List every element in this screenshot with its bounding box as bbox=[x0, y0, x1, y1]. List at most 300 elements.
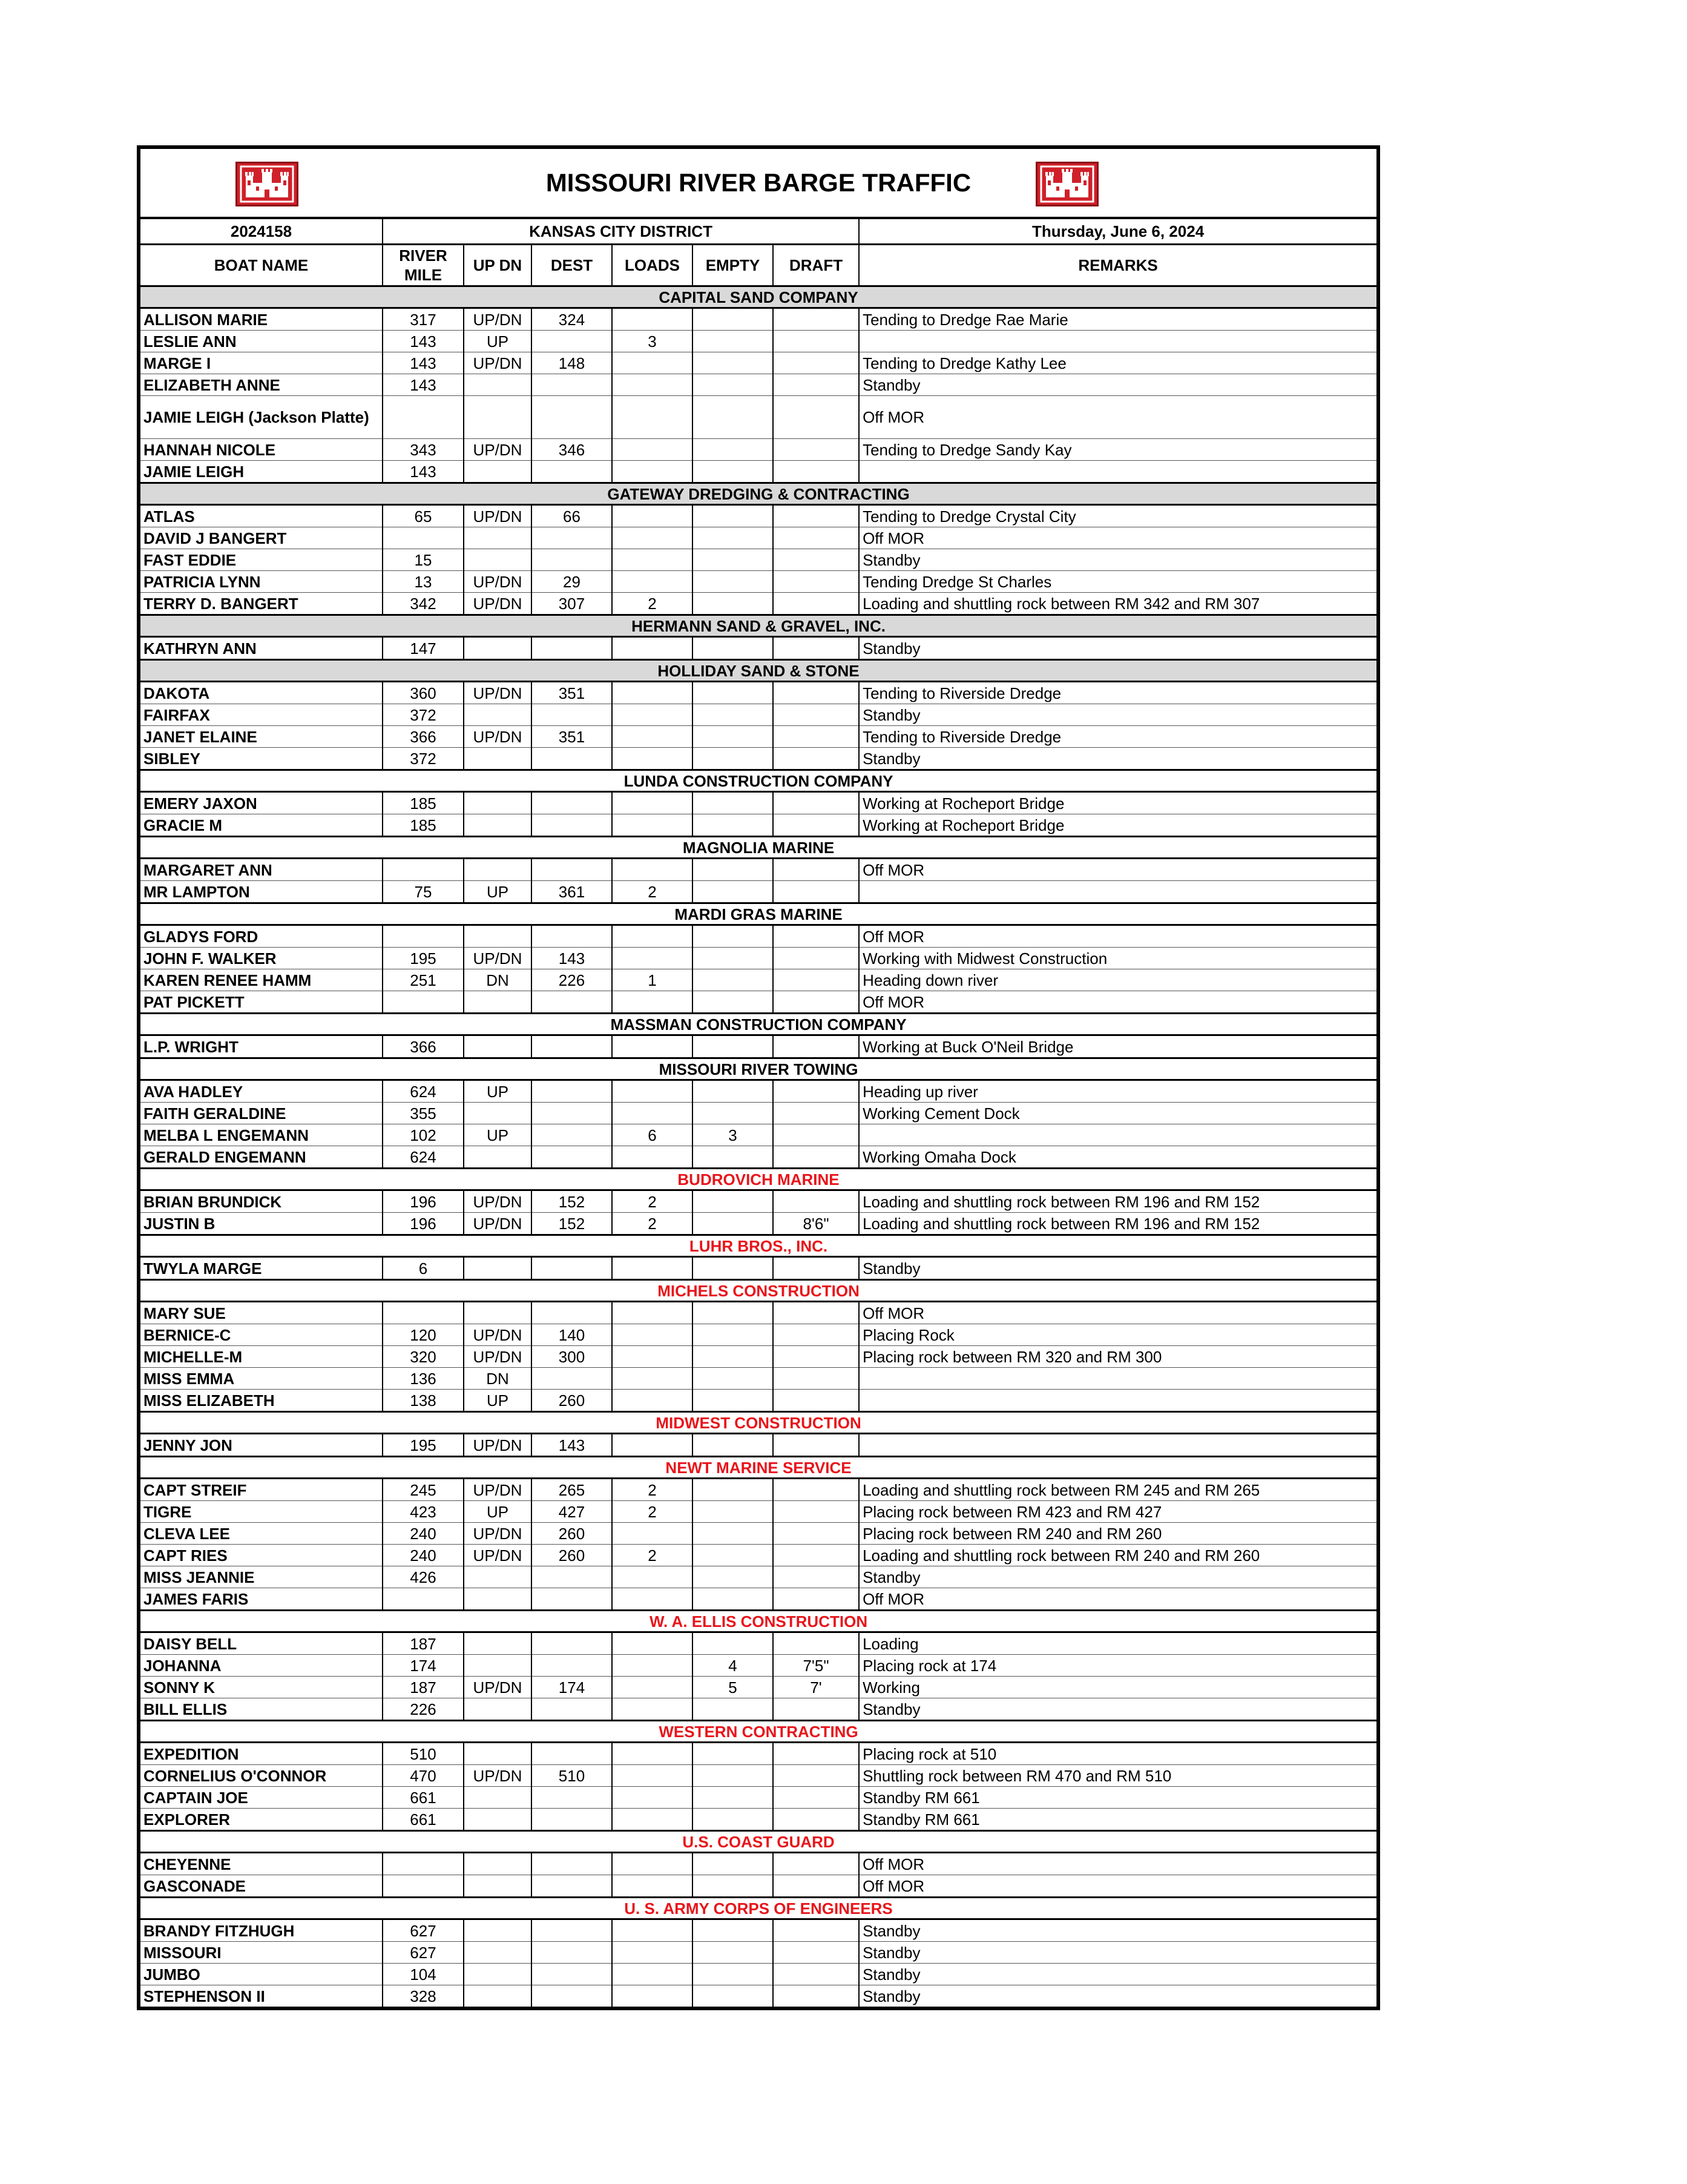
cell-empty bbox=[692, 1368, 773, 1390]
cell-up-dn bbox=[464, 814, 531, 837]
district-name: KANSAS CITY DISTRICT bbox=[383, 219, 859, 245]
company-section-header bbox=[140, 770, 1376, 792]
table-row bbox=[140, 549, 1376, 571]
cell-boat-name: BERNICE-C bbox=[140, 1324, 383, 1346]
cell-remarks: Standby bbox=[859, 1964, 1376, 1985]
cell-dest: 66 bbox=[531, 505, 612, 527]
cell-up-dn bbox=[464, 991, 531, 1014]
cell-draft bbox=[773, 991, 859, 1014]
cell-dest bbox=[531, 1919, 612, 1942]
cell-loads bbox=[612, 1080, 692, 1103]
cell-river-mile: 355 bbox=[383, 1103, 464, 1124]
cell-dest bbox=[531, 1853, 612, 1875]
cell-boat-name: JENNY JON bbox=[140, 1434, 383, 1457]
cell-river-mile: 226 bbox=[383, 1698, 464, 1721]
cell-river-mile: 366 bbox=[383, 1035, 464, 1058]
cell-draft bbox=[773, 1545, 859, 1566]
cell-empty bbox=[692, 1765, 773, 1787]
cell-boat-name: DAISY BELL bbox=[140, 1632, 383, 1655]
cell-draft bbox=[773, 1632, 859, 1655]
cell-river-mile: 426 bbox=[383, 1566, 464, 1588]
table-row bbox=[140, 1523, 1376, 1545]
cell-river-mile: 366 bbox=[383, 726, 464, 748]
cell-up-dn bbox=[464, 1103, 531, 1124]
cell-draft bbox=[773, 505, 859, 527]
cell-up-dn bbox=[464, 1919, 531, 1942]
cell-boat-name: JANET ELAINE bbox=[140, 726, 383, 748]
cell-up-dn: UP/DN bbox=[464, 1677, 531, 1698]
cell-empty bbox=[692, 1632, 773, 1655]
cell-empty bbox=[692, 593, 773, 615]
cell-empty bbox=[692, 1964, 773, 1985]
cell-up-dn: UP/DN bbox=[464, 352, 531, 374]
cell-up-dn: UP/DN bbox=[464, 593, 531, 615]
cell-draft bbox=[773, 1566, 859, 1588]
cell-draft bbox=[773, 396, 859, 439]
company-name: BUDROVICH MARINE bbox=[140, 1169, 1376, 1190]
table-row bbox=[140, 396, 1376, 439]
cell-boat-name: CAPT RIES bbox=[140, 1545, 383, 1566]
cell-draft bbox=[773, 1698, 859, 1721]
report-id: 2024158 bbox=[140, 219, 383, 245]
company-section-header bbox=[140, 615, 1376, 637]
cell-loads bbox=[612, 1146, 692, 1169]
cell-boat-name: STEPHENSON II bbox=[140, 1985, 383, 2009]
company-name: W. A. ELLIS CONSTRUCTION bbox=[140, 1611, 1376, 1632]
cell-draft bbox=[773, 1964, 859, 1985]
cell-dest bbox=[531, 814, 612, 837]
cell-loads bbox=[612, 461, 692, 483]
cell-draft bbox=[773, 571, 859, 593]
cell-loads bbox=[612, 1677, 692, 1698]
cell-river-mile: 104 bbox=[383, 1964, 464, 1985]
cell-up-dn bbox=[464, 704, 531, 726]
cell-river-mile bbox=[383, 925, 464, 948]
table-row bbox=[140, 1035, 1376, 1058]
report-date: Thursday, June 6, 2024 bbox=[859, 219, 1376, 245]
cell-empty bbox=[692, 1919, 773, 1942]
cell-dest: 351 bbox=[531, 682, 612, 704]
cell-remarks: Standby RM 661 bbox=[859, 1809, 1376, 1831]
cell-remarks bbox=[859, 881, 1376, 903]
cell-boat-name: SIBLEY bbox=[140, 748, 383, 770]
cell-empty: 3 bbox=[692, 1124, 773, 1146]
cell-remarks: Off MOR bbox=[859, 1875, 1376, 1898]
cell-river-mile: 196 bbox=[383, 1213, 464, 1235]
company-section-header bbox=[140, 1014, 1376, 1035]
table-row bbox=[140, 792, 1376, 814]
cell-remarks: Placing rock between RM 423 and RM 427 bbox=[859, 1501, 1376, 1523]
cell-draft bbox=[773, 1523, 859, 1545]
table-row bbox=[140, 505, 1376, 527]
cell-dest: 29 bbox=[531, 571, 612, 593]
cell-up-dn bbox=[464, 1257, 531, 1280]
cell-river-mile: 13 bbox=[383, 571, 464, 593]
cell-loads bbox=[612, 1588, 692, 1611]
cell-loads: 2 bbox=[612, 1190, 692, 1213]
cell-remarks: Tending to Riverside Dredge bbox=[859, 682, 1376, 704]
cell-empty bbox=[692, 1035, 773, 1058]
cell-dest bbox=[531, 1698, 612, 1721]
cell-loads bbox=[612, 792, 692, 814]
col-remarks: REMARKS bbox=[859, 245, 1376, 286]
cell-up-dn bbox=[464, 925, 531, 948]
cell-boat-name: MISS EMMA bbox=[140, 1368, 383, 1390]
cell-loads bbox=[612, 814, 692, 837]
cell-river-mile: 372 bbox=[383, 704, 464, 726]
cell-empty bbox=[692, 1324, 773, 1346]
cell-loads bbox=[612, 1523, 692, 1545]
cell-draft bbox=[773, 1302, 859, 1324]
table-row bbox=[140, 948, 1376, 969]
cell-remarks: Placing rock at 510 bbox=[859, 1743, 1376, 1765]
cell-loads bbox=[612, 991, 692, 1014]
cell-remarks: Placing rock between RM 240 and RM 260 bbox=[859, 1523, 1376, 1545]
table-row bbox=[140, 991, 1376, 1014]
table-row bbox=[140, 925, 1376, 948]
cell-dest bbox=[531, 549, 612, 571]
cell-river-mile: 15 bbox=[383, 549, 464, 571]
table-row bbox=[140, 1190, 1376, 1213]
cell-loads bbox=[612, 1103, 692, 1124]
cell-draft bbox=[773, 748, 859, 770]
cell-remarks: Shuttling rock between RM 470 and RM 510 bbox=[859, 1765, 1376, 1787]
cell-empty bbox=[692, 1190, 773, 1213]
company-name: HERMANN SAND & GRAVEL, INC. bbox=[140, 615, 1376, 637]
cell-up-dn: UP/DN bbox=[464, 571, 531, 593]
cell-draft bbox=[773, 1346, 859, 1368]
cell-river-mile: 360 bbox=[383, 682, 464, 704]
cell-remarks: Off MOR bbox=[859, 396, 1376, 439]
cell-up-dn bbox=[464, 461, 531, 483]
cell-draft bbox=[773, 859, 859, 881]
company-section-header bbox=[140, 660, 1376, 682]
cell-boat-name: L.P. WRIGHT bbox=[140, 1035, 383, 1058]
cell-boat-name: JOHANNA bbox=[140, 1655, 383, 1677]
company-name: U. S. ARMY CORPS OF ENGINEERS bbox=[140, 1898, 1376, 1919]
cell-boat-name: JAMIE LEIGH (Jackson Platte) bbox=[140, 396, 383, 439]
table-row bbox=[140, 1853, 1376, 1875]
cell-empty bbox=[692, 637, 773, 660]
cell-empty bbox=[692, 527, 773, 549]
cell-remarks: Off MOR bbox=[859, 1853, 1376, 1875]
table-row bbox=[140, 1566, 1376, 1588]
table-row bbox=[140, 1632, 1376, 1655]
cell-dest: 152 bbox=[531, 1213, 612, 1235]
cell-loads: 3 bbox=[612, 331, 692, 352]
column-header-row bbox=[140, 245, 1376, 286]
cell-up-dn bbox=[464, 1146, 531, 1169]
cell-remarks: Loading and shuttling rock between RM 342 and RM 307 bbox=[859, 593, 1376, 615]
cell-dest bbox=[531, 1655, 612, 1677]
cell-draft bbox=[773, 726, 859, 748]
corps-castle-icon bbox=[1036, 162, 1099, 206]
cell-boat-name: KAREN RENEE HAMM bbox=[140, 969, 383, 991]
cell-river-mile: 624 bbox=[383, 1080, 464, 1103]
col-loads: LOADS bbox=[612, 245, 692, 286]
cell-remarks: Working bbox=[859, 1677, 1376, 1698]
cell-draft bbox=[773, 1809, 859, 1831]
cell-draft bbox=[773, 682, 859, 704]
table-row bbox=[140, 637, 1376, 660]
cell-empty bbox=[692, 374, 773, 396]
table-row bbox=[140, 1390, 1376, 1412]
cell-boat-name: CORNELIUS O'CONNOR bbox=[140, 1765, 383, 1787]
cell-draft bbox=[773, 1765, 859, 1787]
cell-empty bbox=[692, 1213, 773, 1235]
company-name: MIDWEST CONSTRUCTION bbox=[140, 1412, 1376, 1434]
cell-up-dn bbox=[464, 1875, 531, 1898]
cell-loads: 2 bbox=[612, 1213, 692, 1235]
cell-boat-name: FAITH GERALDINE bbox=[140, 1103, 383, 1124]
cell-empty bbox=[692, 792, 773, 814]
cell-river-mile: 143 bbox=[383, 374, 464, 396]
cell-boat-name: MICHELLE-M bbox=[140, 1346, 383, 1368]
cell-draft bbox=[773, 331, 859, 352]
cell-empty bbox=[692, 308, 773, 331]
cell-loads bbox=[612, 505, 692, 527]
cell-draft bbox=[773, 308, 859, 331]
cell-loads bbox=[612, 1985, 692, 2009]
cell-river-mile: 510 bbox=[383, 1743, 464, 1765]
cell-draft bbox=[773, 593, 859, 615]
cell-river-mile: 342 bbox=[383, 593, 464, 615]
cell-river-mile bbox=[383, 991, 464, 1014]
cell-dest bbox=[531, 1124, 612, 1146]
cell-remarks: Heading up river bbox=[859, 1080, 1376, 1103]
cell-empty bbox=[692, 1346, 773, 1368]
cell-remarks: Tending to Dredge Sandy Kay bbox=[859, 439, 1376, 461]
cell-up-dn: UP bbox=[464, 881, 531, 903]
cell-boat-name: ATLAS bbox=[140, 505, 383, 527]
cell-dest bbox=[531, 1257, 612, 1280]
cell-boat-name: TIGRE bbox=[140, 1501, 383, 1523]
cell-empty bbox=[692, 682, 773, 704]
cell-empty bbox=[692, 439, 773, 461]
cell-remarks: Working at Rocheport Bridge bbox=[859, 792, 1376, 814]
cell-up-dn bbox=[464, 859, 531, 881]
cell-draft bbox=[773, 527, 859, 549]
cell-remarks: Tending to Riverside Dredge bbox=[859, 726, 1376, 748]
company-section-header bbox=[140, 1280, 1376, 1302]
cell-loads bbox=[612, 1765, 692, 1787]
cell-loads: 2 bbox=[612, 1479, 692, 1501]
cell-remarks: Loading and shuttling rock between RM 245 and RM 265 bbox=[859, 1479, 1376, 1501]
cell-loads bbox=[612, 1655, 692, 1677]
cell-up-dn: UP/DN bbox=[464, 726, 531, 748]
cell-loads bbox=[612, 1919, 692, 1942]
cell-dest: 226 bbox=[531, 969, 612, 991]
barge-traffic-report bbox=[137, 145, 1380, 2010]
company-section-header bbox=[140, 1169, 1376, 1190]
cell-river-mile: 320 bbox=[383, 1346, 464, 1368]
cell-boat-name: CHEYENNE bbox=[140, 1853, 383, 1875]
cell-river-mile: 174 bbox=[383, 1655, 464, 1677]
cell-river-mile: 143 bbox=[383, 331, 464, 352]
cell-empty bbox=[692, 1985, 773, 2009]
cell-up-dn bbox=[464, 527, 531, 549]
cell-remarks: Off MOR bbox=[859, 859, 1376, 881]
cell-river-mile: 65 bbox=[383, 505, 464, 527]
cell-up-dn bbox=[464, 637, 531, 660]
company-section-header bbox=[140, 286, 1376, 308]
cell-loads bbox=[612, 1390, 692, 1412]
cell-draft bbox=[773, 637, 859, 660]
cell-remarks: Working Omaha Dock bbox=[859, 1146, 1376, 1169]
cell-loads: 2 bbox=[612, 1501, 692, 1523]
cell-empty bbox=[692, 352, 773, 374]
cell-up-dn: UP bbox=[464, 1124, 531, 1146]
cell-loads bbox=[612, 1566, 692, 1588]
cell-dest: 510 bbox=[531, 1765, 612, 1787]
cell-river-mile: 251 bbox=[383, 969, 464, 991]
cell-dest bbox=[531, 704, 612, 726]
cell-empty bbox=[692, 881, 773, 903]
cell-loads bbox=[612, 374, 692, 396]
cell-boat-name: MISSOURI bbox=[140, 1942, 383, 1964]
cell-river-mile: 143 bbox=[383, 352, 464, 374]
cell-loads bbox=[612, 704, 692, 726]
cell-remarks: Standby bbox=[859, 1698, 1376, 1721]
cell-dest: 300 bbox=[531, 1346, 612, 1368]
cell-empty bbox=[692, 549, 773, 571]
cell-empty bbox=[692, 1390, 773, 1412]
cell-draft bbox=[773, 1787, 859, 1809]
cell-dest bbox=[531, 1787, 612, 1809]
cell-up-dn bbox=[464, 748, 531, 770]
cell-boat-name: JAMES FARIS bbox=[140, 1588, 383, 1611]
barge-traffic-table bbox=[140, 219, 1376, 2010]
table-row bbox=[140, 1964, 1376, 1985]
cell-draft bbox=[773, 1588, 859, 1611]
cell-empty bbox=[692, 505, 773, 527]
cell-empty bbox=[692, 1875, 773, 1898]
cell-empty bbox=[692, 1853, 773, 1875]
cell-loads bbox=[612, 1942, 692, 1964]
table-row bbox=[140, 352, 1376, 374]
table-row bbox=[140, 704, 1376, 726]
cell-empty bbox=[692, 1103, 773, 1124]
cell-up-dn bbox=[464, 1588, 531, 1611]
cell-up-dn: UP/DN bbox=[464, 948, 531, 969]
cell-up-dn bbox=[464, 1853, 531, 1875]
cell-remarks: Standby RM 661 bbox=[859, 1787, 1376, 1809]
cell-draft bbox=[773, 881, 859, 903]
table-row bbox=[140, 1302, 1376, 1324]
cell-dest bbox=[531, 1080, 612, 1103]
cell-up-dn bbox=[464, 792, 531, 814]
cell-dest bbox=[531, 1302, 612, 1324]
cell-empty bbox=[692, 571, 773, 593]
cell-river-mile: 343 bbox=[383, 439, 464, 461]
cell-loads bbox=[612, 308, 692, 331]
cell-remarks: Loading and shuttling rock between RM 196 and RM 152 bbox=[859, 1190, 1376, 1213]
cell-up-dn bbox=[464, 1655, 531, 1677]
cell-dest bbox=[531, 1942, 612, 1964]
cell-dest bbox=[531, 374, 612, 396]
company-name: MARDI GRAS MARINE bbox=[140, 903, 1376, 925]
cell-up-dn: UP bbox=[464, 1080, 531, 1103]
cell-river-mile bbox=[383, 396, 464, 439]
cell-remarks: Off MOR bbox=[859, 1302, 1376, 1324]
cell-river-mile: 245 bbox=[383, 1479, 464, 1501]
cell-river-mile bbox=[383, 1853, 464, 1875]
cell-empty bbox=[692, 1566, 773, 1588]
cell-up-dn: UP/DN bbox=[464, 1346, 531, 1368]
cell-remarks: Standby bbox=[859, 1985, 1376, 2009]
cell-dest bbox=[531, 1875, 612, 1898]
cell-up-dn: UP bbox=[464, 331, 531, 352]
cell-river-mile: 240 bbox=[383, 1545, 464, 1566]
cell-draft bbox=[773, 1479, 859, 1501]
cell-loads: 2 bbox=[612, 593, 692, 615]
cell-loads bbox=[612, 682, 692, 704]
cell-dest: 351 bbox=[531, 726, 612, 748]
cell-loads: 6 bbox=[612, 1124, 692, 1146]
cell-draft bbox=[773, 461, 859, 483]
cell-loads bbox=[612, 439, 692, 461]
company-name: MASSMAN CONSTRUCTION COMPANY bbox=[140, 1014, 1376, 1035]
cell-remarks: Off MOR bbox=[859, 925, 1376, 948]
report-title-bar bbox=[140, 149, 1376, 219]
cell-up-dn bbox=[464, 1566, 531, 1588]
cell-loads bbox=[612, 1809, 692, 1831]
company-name: LUHR BROS., INC. bbox=[140, 1235, 1376, 1257]
cell-boat-name: DAVID J BANGERT bbox=[140, 527, 383, 549]
cell-dest: 361 bbox=[531, 881, 612, 903]
cell-dest bbox=[531, 1146, 612, 1169]
cell-boat-name: MR LAMPTON bbox=[140, 881, 383, 903]
cell-draft bbox=[773, 948, 859, 969]
cell-up-dn: UP/DN bbox=[464, 505, 531, 527]
cell-boat-name: ALLISON MARIE bbox=[140, 308, 383, 331]
cell-river-mile: 143 bbox=[383, 461, 464, 483]
cell-loads bbox=[612, 1632, 692, 1655]
table-row bbox=[140, 1124, 1376, 1146]
table-row bbox=[140, 1213, 1376, 1235]
cell-up-dn: UP/DN bbox=[464, 1545, 531, 1566]
cell-boat-name: ELIZABETH ANNE bbox=[140, 374, 383, 396]
cell-draft bbox=[773, 1035, 859, 1058]
cell-river-mile: 423 bbox=[383, 1501, 464, 1523]
cell-up-dn bbox=[464, 1302, 531, 1324]
cell-empty: 5 bbox=[692, 1677, 773, 1698]
cell-remarks: Standby bbox=[859, 1257, 1376, 1280]
table-row bbox=[140, 881, 1376, 903]
cell-empty bbox=[692, 1588, 773, 1611]
cell-up-dn bbox=[464, 1787, 531, 1809]
cell-remarks: Standby bbox=[859, 748, 1376, 770]
cell-remarks bbox=[859, 1390, 1376, 1412]
cell-river-mile: 196 bbox=[383, 1190, 464, 1213]
cell-dest bbox=[531, 331, 612, 352]
cell-boat-name: TWYLA MARGE bbox=[140, 1257, 383, 1280]
cell-draft bbox=[773, 969, 859, 991]
cell-empty bbox=[692, 396, 773, 439]
table-row bbox=[140, 461, 1376, 483]
cell-dest bbox=[531, 1368, 612, 1390]
cell-up-dn: UP bbox=[464, 1501, 531, 1523]
company-section-header bbox=[140, 1412, 1376, 1434]
table-row bbox=[140, 593, 1376, 615]
cell-up-dn bbox=[464, 1632, 531, 1655]
cell-draft bbox=[773, 925, 859, 948]
cell-empty bbox=[692, 748, 773, 770]
table-row bbox=[140, 1434, 1376, 1457]
cell-empty bbox=[692, 1080, 773, 1103]
cell-river-mile: 138 bbox=[383, 1390, 464, 1412]
cell-remarks: Standby bbox=[859, 1919, 1376, 1942]
